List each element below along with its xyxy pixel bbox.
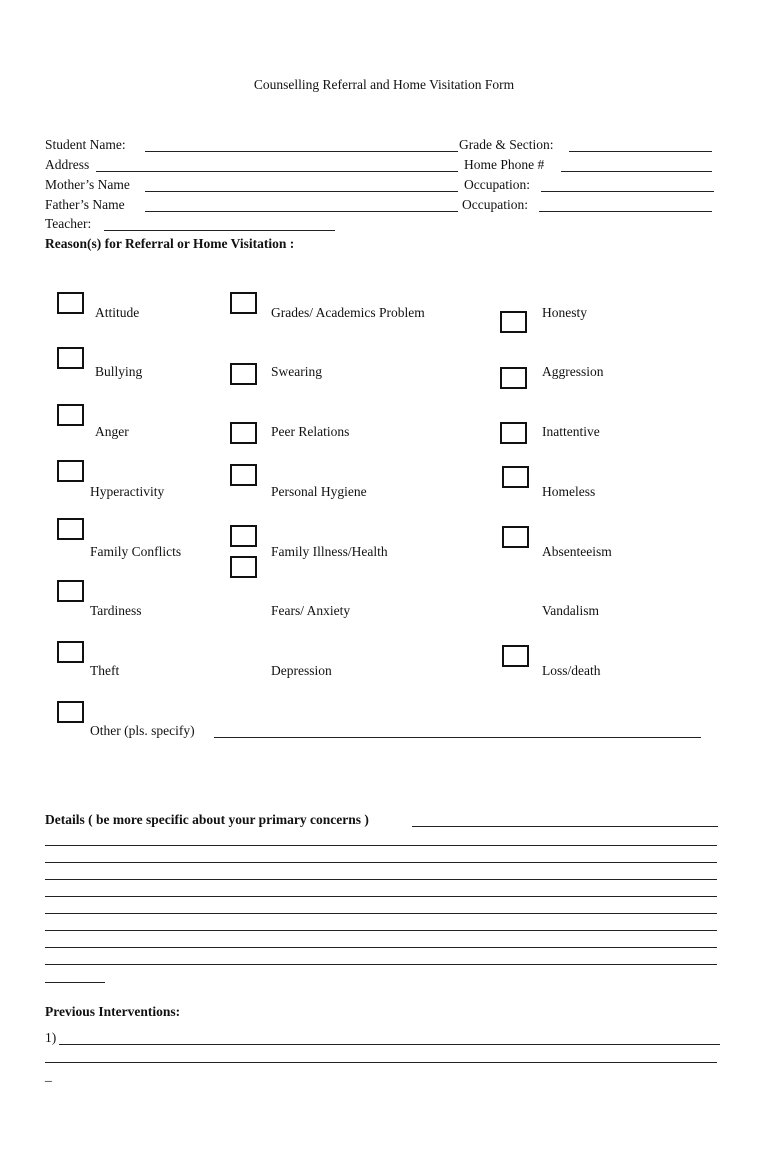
details-line[interactable]: [45, 862, 717, 863]
mothers-occupation-field[interactable]: [541, 191, 714, 192]
fathers-name-label: Father’s Name: [45, 197, 125, 212]
personal-hygiene-label: Personal Hygiene: [271, 484, 367, 499]
swearing-label: Swearing: [271, 364, 322, 379]
grades-label: Grades/ Academics Problem: [271, 305, 425, 320]
teacher-label: Teacher:: [45, 216, 92, 231]
home-phone-label: Home Phone #: [464, 157, 545, 172]
previous-intervention-line-1[interactable]: [59, 1044, 720, 1045]
trailing-dash: _: [45, 1068, 52, 1083]
family-illness-label: Family Illness/Health: [271, 544, 388, 559]
theft-label: Theft: [90, 663, 120, 678]
previous-interventions-heading: Previous Interventions:: [45, 1004, 181, 1019]
hyperactivity-label: Hyperactivity: [90, 484, 165, 499]
peer-relations-checkbox[interactable]: [230, 422, 257, 444]
hyperactivity-checkbox[interactable]: [57, 460, 84, 482]
details-heading: Details ( be more specific about your primary concerns ): [45, 812, 369, 827]
personal-hygiene-checkbox[interactable]: [230, 464, 257, 486]
other-checkbox[interactable]: [57, 701, 84, 723]
honesty-checkbox[interactable]: [500, 311, 527, 333]
fathers-name-field[interactable]: [145, 211, 458, 212]
address-field[interactable]: [96, 171, 458, 172]
grades-checkbox[interactable]: [230, 292, 257, 314]
loss-death-checkbox[interactable]: [502, 645, 529, 667]
fathers-occupation-field[interactable]: [539, 211, 712, 212]
family-illness-checkbox[interactable]: [230, 525, 257, 547]
attitude-label: Attitude: [95, 305, 140, 320]
previous-item-number: 1): [45, 1030, 57, 1045]
student-name-field[interactable]: [145, 151, 458, 152]
inattentive-label: Inattentive: [542, 424, 600, 439]
reason-heading: Reason(s) for Referral or Home Visitation :: [45, 236, 295, 251]
tardiness-checkbox[interactable]: [57, 580, 84, 602]
depression-label: Depression: [271, 663, 332, 678]
form-title: Counselling Referral and Home Visitation Form: [253, 77, 515, 92]
tardiness-label: Tardiness: [90, 603, 142, 618]
other-label: Other (pls. specify): [90, 723, 195, 738]
loss-death-label: Loss/death: [542, 663, 601, 678]
aggression-checkbox[interactable]: [500, 367, 527, 389]
family-illness-checkbox-extra[interactable]: [230, 556, 257, 578]
details-line-first[interactable]: [412, 826, 718, 827]
bullying-checkbox[interactable]: [57, 347, 84, 369]
mothers-occupation-label: Occupation:: [464, 177, 530, 192]
details-line[interactable]: [45, 896, 717, 897]
details-line[interactable]: [45, 930, 717, 931]
family-conflicts-checkbox[interactable]: [57, 518, 84, 540]
details-line[interactable]: [45, 947, 717, 948]
honesty-label: Honesty: [542, 305, 587, 320]
address-label: Address: [45, 157, 90, 172]
vandalism-label: Vandalism: [542, 603, 599, 618]
homeless-label: Homeless: [542, 484, 596, 499]
absenteeism-label: Absenteeism: [542, 544, 612, 559]
details-line[interactable]: [45, 879, 717, 880]
family-conflicts-label: Family Conflicts: [90, 544, 182, 559]
details-line-last[interactable]: [45, 982, 105, 983]
home-phone-field[interactable]: [561, 171, 712, 172]
fears-anxiety-label: Fears/ Anxiety: [271, 603, 351, 618]
absenteeism-checkbox[interactable]: [502, 526, 529, 548]
bullying-label: Bullying: [95, 364, 143, 379]
fathers-occupation-label: Occupation:: [462, 197, 528, 212]
swearing-checkbox[interactable]: [230, 363, 257, 385]
details-line[interactable]: [45, 964, 717, 965]
grade-section-label: Grade & Section:: [459, 137, 554, 152]
aggression-label: Aggression: [542, 364, 604, 379]
teacher-field[interactable]: [104, 230, 335, 231]
anger-label: Anger: [95, 424, 129, 439]
other-specify-field[interactable]: [214, 737, 701, 738]
details-line[interactable]: [45, 913, 717, 914]
theft-checkbox[interactable]: [57, 641, 84, 663]
grade-section-field[interactable]: [569, 151, 712, 152]
mothers-name-label: Mother’s Name: [45, 177, 130, 192]
peer-relations-label: Peer Relations: [271, 424, 350, 439]
homeless-checkbox[interactable]: [502, 466, 529, 488]
mothers-name-field[interactable]: [145, 191, 458, 192]
details-line[interactable]: [45, 845, 717, 846]
attitude-checkbox[interactable]: [57, 292, 84, 314]
inattentive-checkbox[interactable]: [500, 422, 527, 444]
student-name-label: Student Name:: [45, 137, 126, 152]
previous-intervention-line-2[interactable]: [45, 1062, 717, 1063]
anger-checkbox[interactable]: [57, 404, 84, 426]
